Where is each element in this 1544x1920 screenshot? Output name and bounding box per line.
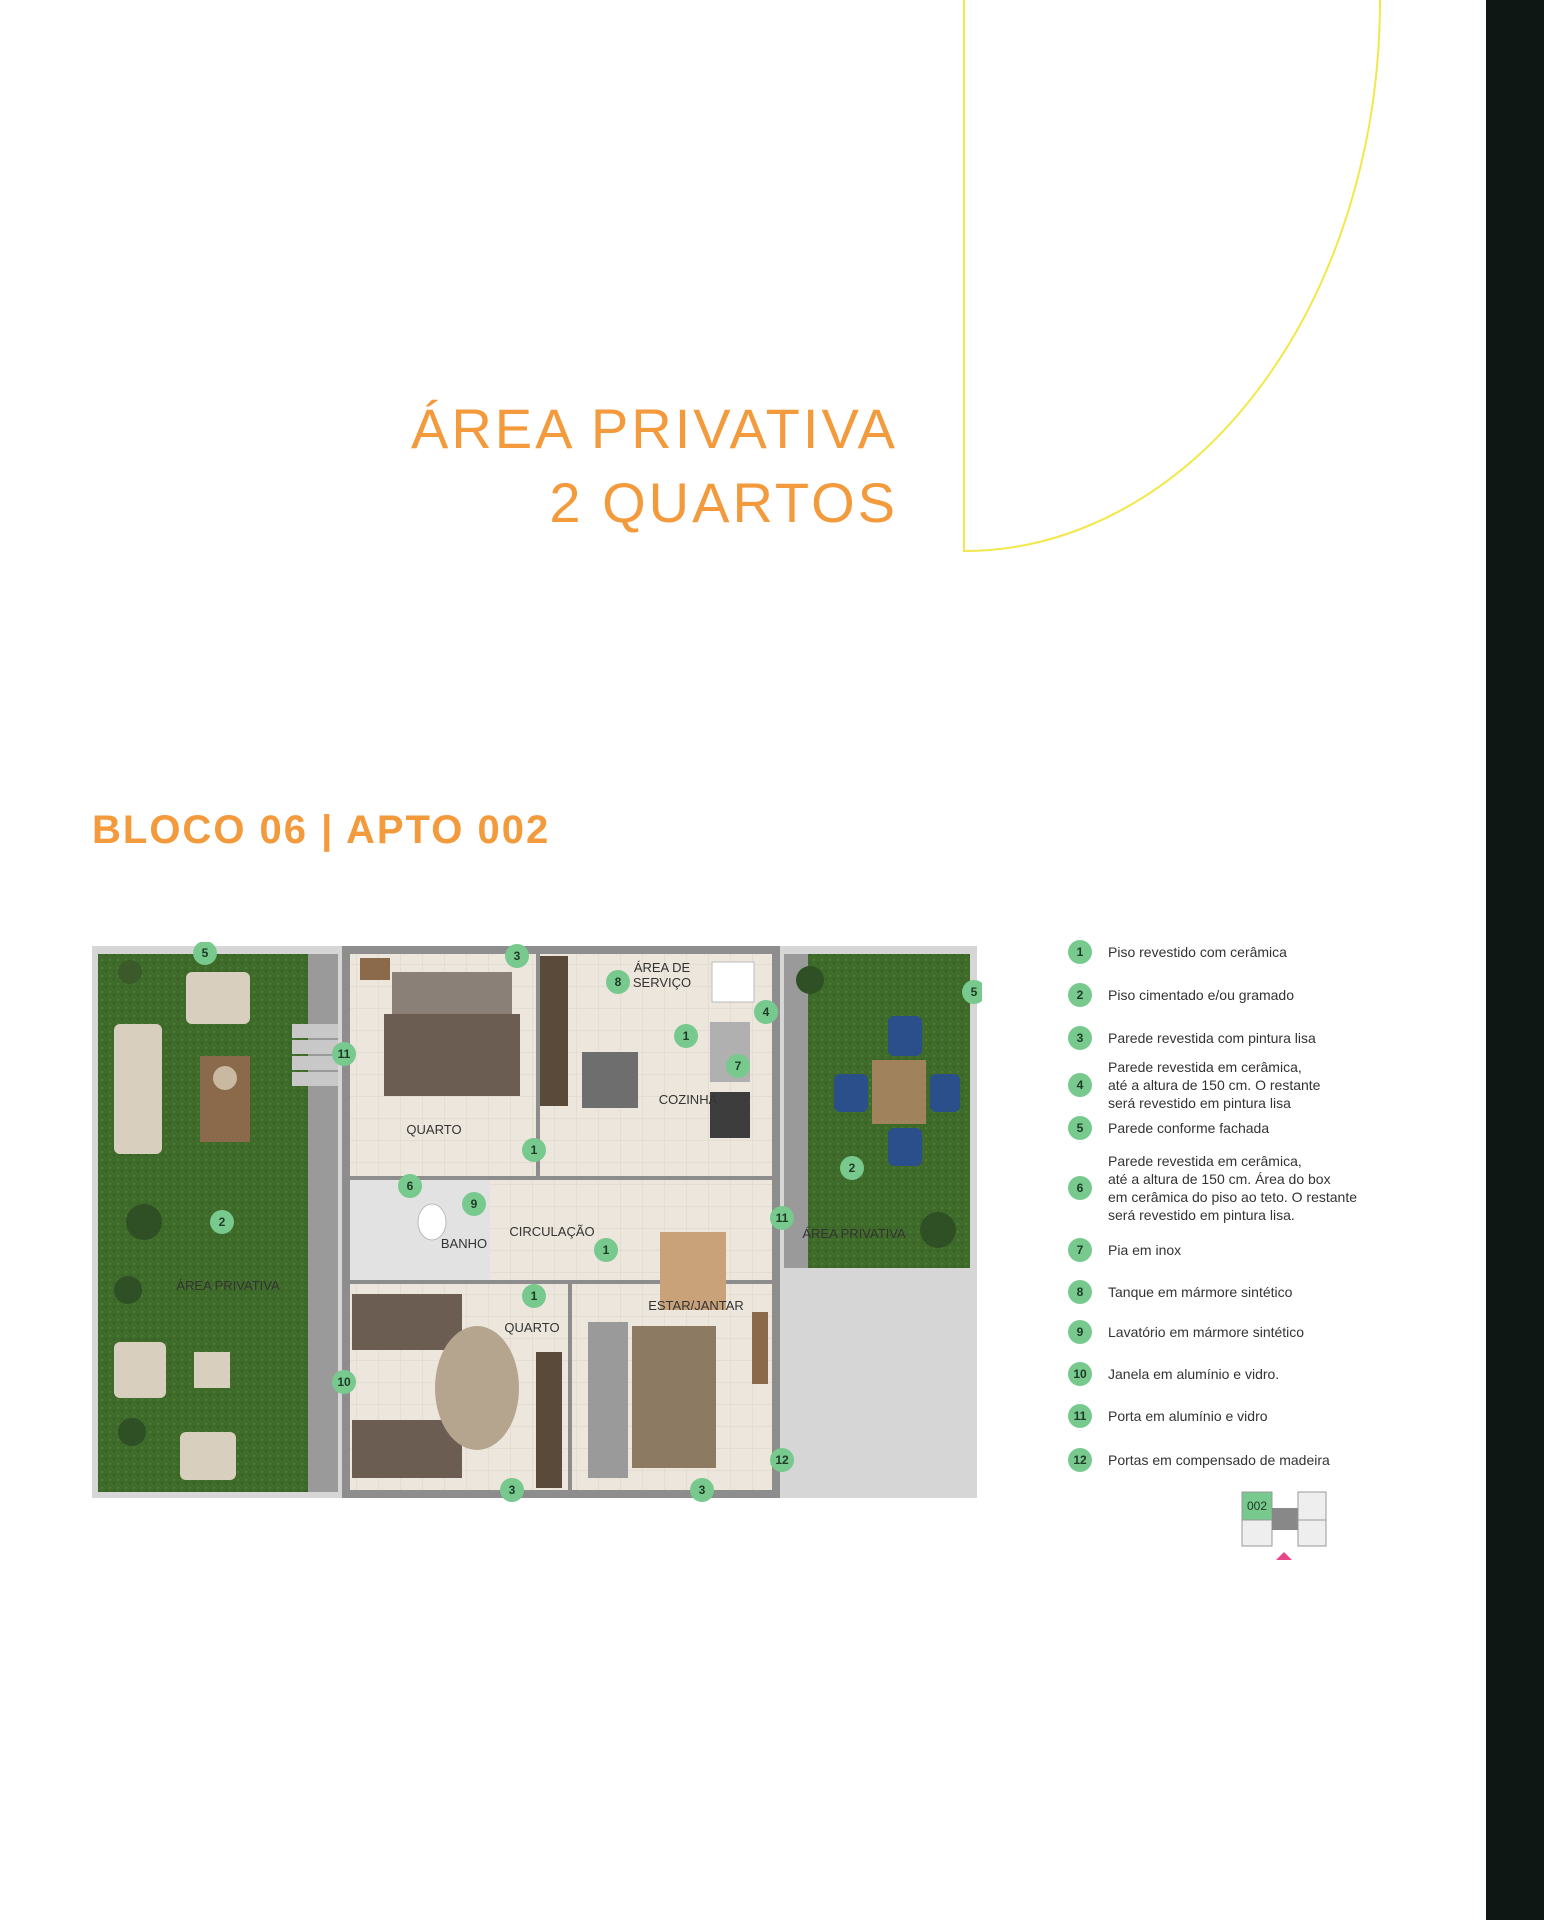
svg-text:2: 2 [218, 1215, 226, 1229]
marker-1-kitchen [674, 1024, 698, 1048]
key-plan [1240, 1490, 1340, 1570]
svg-text:6: 6 [406, 1179, 414, 1193]
marker-3-bottom-right [690, 1478, 714, 1502]
svg-text:7: 7 [734, 1059, 742, 1073]
legend-badge: 6 [1068, 1176, 1092, 1200]
marker-9 [462, 1192, 486, 1216]
legend-text: Parede conforme fachada [1108, 1120, 1270, 1136]
legend-badge: 3 [1068, 1026, 1092, 1050]
marker-11-left [332, 1042, 356, 1066]
legend-badge: 11 [1068, 1404, 1092, 1428]
legend-item [1068, 1116, 1269, 1140]
floor-plan [92, 942, 982, 1502]
legend-item [1068, 983, 1294, 1007]
key-plan-unit [1242, 1520, 1272, 1546]
svg-text:11: 11 [337, 1047, 351, 1061]
marker-1-bedroom [522, 1138, 546, 1162]
marker-7 [726, 1054, 750, 1078]
page-title [411, 392, 898, 540]
marker-12 [770, 1448, 794, 1472]
legend-badge: 10 [1068, 1362, 1092, 1386]
page-title-line1: ÁREA PRIVATIVA [410, 397, 898, 460]
svg-text:3: 3 [508, 1483, 516, 1497]
key-plan-core [1272, 1508, 1298, 1530]
legend-text: Porta em alumínio e vidro [1108, 1408, 1268, 1424]
legend-text: Janela em alumínio e vidro. [1108, 1366, 1280, 1382]
marker-5-left [193, 942, 217, 965]
legend-badge: 8 [1068, 1280, 1092, 1304]
legend-item [1068, 1320, 1304, 1344]
legend-item [1068, 1448, 1330, 1472]
svg-text:3: 3 [698, 1483, 706, 1497]
legend-item [1068, 940, 1287, 964]
legend-item [1068, 1152, 1357, 1224]
svg-text:9: 9 [470, 1197, 478, 1211]
legend-badge: 1 [1068, 940, 1092, 964]
legend-text: Piso revestido com cerâmica [1108, 944, 1287, 960]
marker-3-top [505, 944, 529, 968]
legend-badge: 2 [1068, 983, 1092, 1007]
room-label-quarto-1: QUARTO [406, 1122, 462, 1137]
legend-text: Lavatório em mármore sintético [1108, 1324, 1305, 1340]
marker-3-bottom-left [500, 1478, 524, 1502]
key-plan-entrance-marker [1276, 1552, 1292, 1560]
right-edge-bar [1486, 0, 1544, 1920]
legend-badge: 7 [1068, 1238, 1092, 1262]
room-label-estar-jantar: ESTAR/JANTAR [648, 1298, 744, 1313]
key-plan-unit [1298, 1520, 1326, 1546]
svg-text:5: 5 [970, 985, 978, 999]
legend-badge: 5 [1068, 1116, 1092, 1140]
svg-text:8: 8 [614, 975, 622, 989]
marker-8 [606, 970, 630, 994]
legend-text: Pia em inox [1108, 1242, 1182, 1258]
page-title-line2: 2 QUARTOS [549, 471, 898, 534]
legend-item [1068, 1362, 1279, 1386]
legend-text: Piso cimentado e/ou gramado [1108, 987, 1294, 1003]
legend-text: Portas em compensado de madeira [1108, 1452, 1330, 1468]
svg-text:1: 1 [530, 1289, 538, 1303]
svg-text:10: 10 [337, 1375, 351, 1389]
marker-2-right [840, 1156, 864, 1180]
svg-text:1: 1 [602, 1243, 610, 1257]
room-label-area-privativa-left: ÁREA PRIVATIVA [176, 1278, 280, 1293]
svg-text:11: 11 [775, 1211, 789, 1225]
legend-badge: 4 [1068, 1073, 1092, 1097]
svg-text:2: 2 [848, 1161, 856, 1175]
room-label-circulacao: CIRCULAÇÃO [509, 1224, 595, 1239]
legend-item [1068, 1280, 1292, 1304]
key-plan-unit [1298, 1492, 1326, 1520]
legend-text: Parede revestida com pintura lisa [1108, 1030, 1316, 1046]
svg-text:12: 12 [775, 1453, 789, 1467]
legend-item [1068, 1058, 1320, 1112]
legend-text: Parede revestida em cerâmica, até a altura de 150 cm. O restante será revestido em pintura lisa [1108, 1059, 1321, 1111]
marker-1-quarto-2 [522, 1284, 546, 1308]
legend-item [1068, 1238, 1181, 1262]
marker-2-left [210, 1210, 234, 1234]
marker-4 [754, 1000, 778, 1024]
svg-text:1: 1 [682, 1029, 690, 1043]
marker-1-circulation [594, 1238, 618, 1262]
marker-6 [398, 1174, 422, 1198]
legend-item [1068, 1026, 1316, 1050]
svg-text:5: 5 [201, 946, 209, 960]
marker-10 [332, 1370, 356, 1394]
marker-11-right [770, 1206, 794, 1230]
room-label-banho: BANHO [440, 1236, 488, 1251]
key-plan-unit-label: 002 [1246, 1499, 1268, 1513]
svg-text:4: 4 [762, 1005, 770, 1019]
legend-badge: 12 [1068, 1448, 1092, 1472]
legend-item [1068, 1404, 1268, 1428]
legend-text: Tanque em mármore sintético [1108, 1284, 1293, 1300]
room-label-area-servico: ÁREA DE SERVIÇO [632, 960, 692, 990]
legend-text: Parede revestida em cerâmica, até a altura de 150 cm. Área do box em cerâmica do piso ao teto. O restante será revestido em pintura lisa. [1108, 1153, 1358, 1223]
legend-badge: 9 [1068, 1320, 1092, 1344]
room-label-cozinha: COZINHA [658, 1092, 718, 1107]
unit-heading: BLOCO 06 | APTO 002 [92, 808, 551, 852]
room-label-area-privativa-right: ÁREA PRIVATIVA [802, 1226, 906, 1241]
svg-text:1: 1 [530, 1143, 538, 1157]
svg-text:3: 3 [513, 949, 521, 963]
room-label-quarto-2: QUARTO [504, 1320, 560, 1335]
